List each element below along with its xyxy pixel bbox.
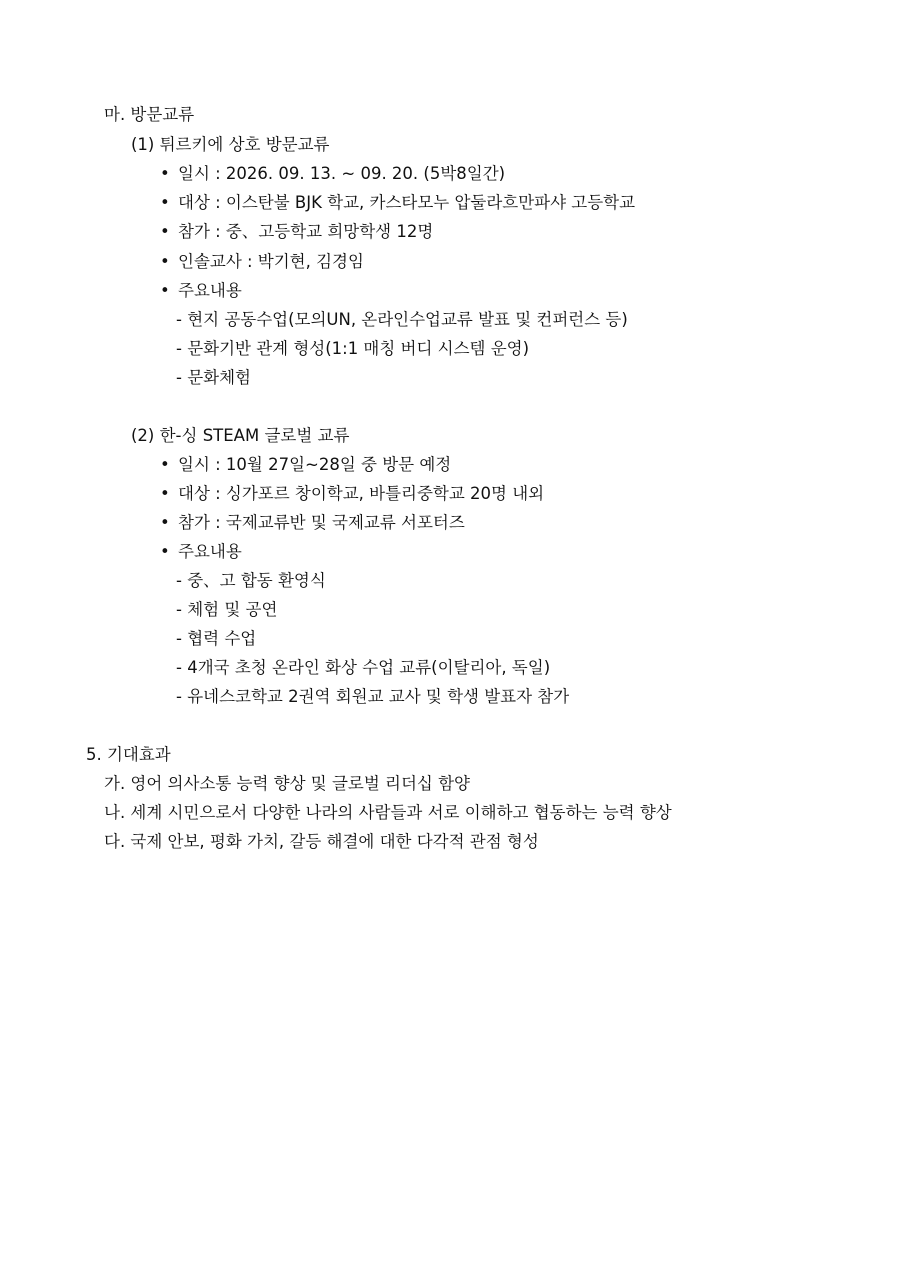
detail-item: - 현지 공동수업(모의UN, 온라인수업교류 발표 및 컨퍼런스 등) (176, 310, 628, 329)
bullet-icon: • (160, 252, 170, 271)
detail-item: - 유네스코학교 2권역 회원교 교사 및 학생 발표자 참가 (176, 687, 570, 706)
bullet-item: • 인솔교사 : 박기현, 김경임 (160, 252, 364, 271)
effect-item: 나. 세계 시민으로서 다양한 나라의 사람들과 서로 이해하고 협동하는 능력 향상 (104, 803, 672, 822)
detail-item: - 문화기반 관계 형성(1:1 매칭 버디 시스템 운영) (176, 339, 530, 358)
effect-item: 다. 국제 안보, 평화 가치, 갈등 해결에 대한 다각적 관점 형성 (104, 832, 539, 851)
bullet-item: • 참가 : 국제교류반 및 국제교류 서포터즈 (160, 513, 465, 532)
subsection-heading-singapore: (2) 한-싱 STEAM 글로벌 교류 (131, 426, 350, 445)
bullet-icon: • (160, 484, 170, 503)
section-heading-expected-effects: 5. 기대효과 (86, 745, 171, 764)
subsection-heading-turkiye: (1) 튀르키에 상호 방문교류 (131, 135, 330, 154)
section-heading-visit-exchange: 마. 방문교류 (104, 105, 195, 124)
bullet-item: • 대상 : 이스탄불 BJK 학교, 카스타모누 압둘라흐만파샤 고등학교 (160, 193, 636, 212)
bullet-item: • 주요내용 (160, 281, 242, 300)
bullet-icon: • (160, 513, 170, 532)
bullet-icon: • (160, 455, 170, 474)
bullet-icon: • (160, 542, 170, 561)
bullet-icon: • (160, 164, 170, 183)
detail-item: - 체험 및 공연 (176, 600, 278, 619)
detail-item: - 4개국 초청 온라인 화상 수업 교류(이탈리아, 독일) (176, 658, 551, 677)
detail-item: - 중、고 합동 환영식 (176, 571, 326, 590)
bullet-item: • 참가 : 중、고등학교 희망학생 12명 (160, 222, 434, 241)
bullet-item: • 대상 : 싱가포르 창이학교, 바틀리중학교 20명 내외 (160, 484, 545, 503)
bullet-item: • 주요내용 (160, 542, 242, 561)
bullet-item: • 일시 : 2026. 09. 13. ~ 09. 20. (5박8일간) (160, 164, 506, 183)
detail-item: - 협력 수업 (176, 629, 257, 648)
detail-item: - 문화체험 (176, 368, 251, 387)
bullet-icon: • (160, 222, 170, 241)
effect-item: 가. 영어 의사소통 능력 향상 및 글로벌 리더십 함양 (104, 774, 470, 793)
bullet-icon: • (160, 193, 170, 212)
bullet-item: • 일시 : 10월 27일~28일 중 방문 예정 (160, 455, 452, 474)
bullet-icon: • (160, 281, 170, 300)
